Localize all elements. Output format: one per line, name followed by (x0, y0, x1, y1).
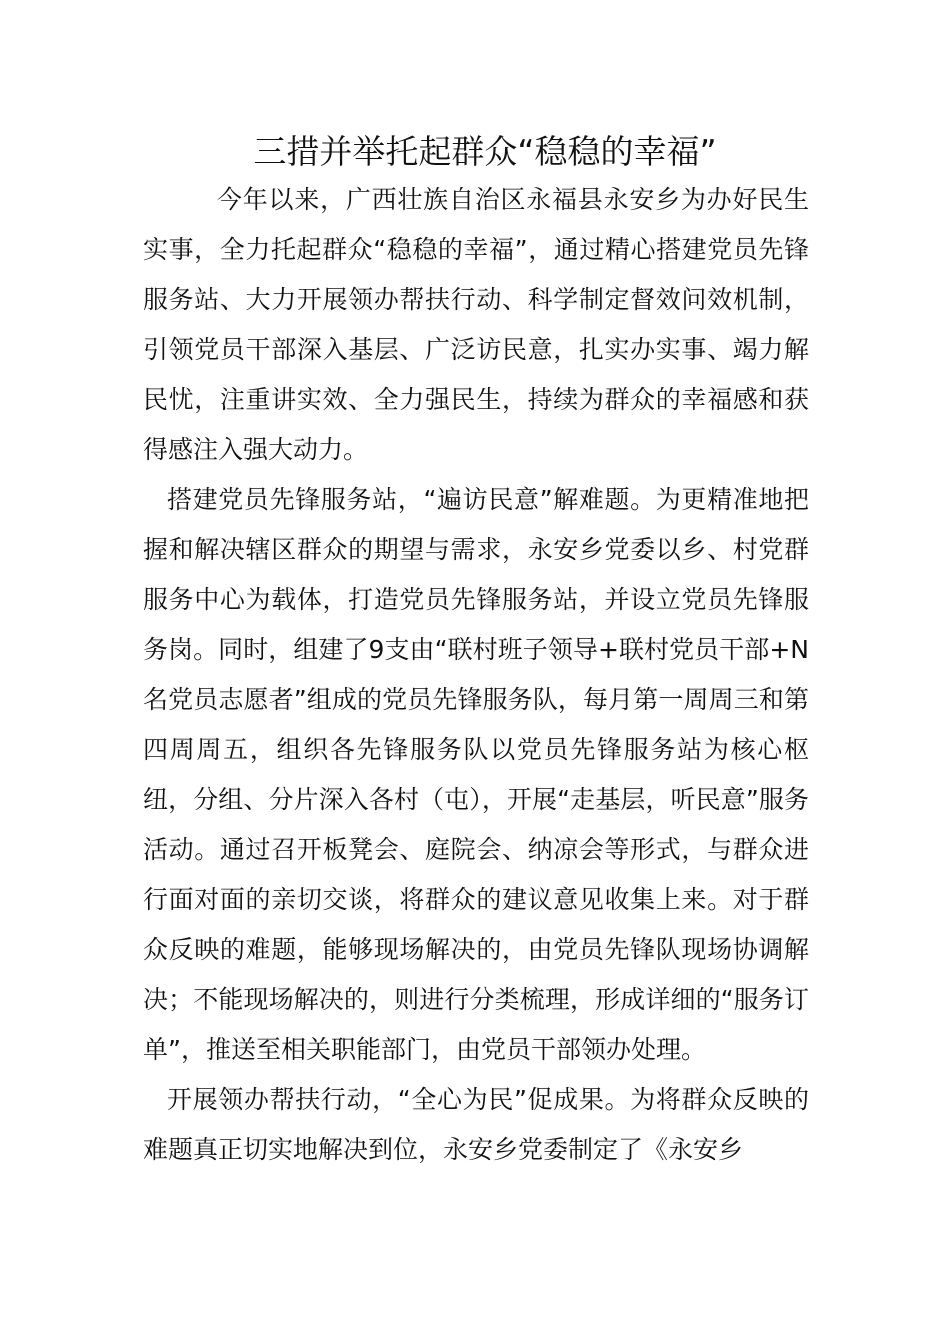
paragraph-service-station: 搭建党员先锋服务站，“遍访民意”解难题。为更精准地把握和解决辖区群众的期望与需求，永安乡党委以乡、村党群服务中心为载体，打造党员先锋服务站，并设立党员先锋服务岗。同时，组建了9支由“联村班子领导+联村党员干部+N名党员志愿者”组成的党员先锋服务队，每月第一周周三和第四周周五，组织各先锋服务队以党员先锋服务站为核心枢纽，分组、分片深入各村（屯），开展“走基层，听民意”服务活动。通过召开板凳会、庭院会、纳凉会等形式，与群众进行面对面的亲切交谈，将群众的建议意见收集上来。对于群众反映的难题，能够现场解决的，由党员先锋队现场协调解决；不能现场解决的，则进行分类梳理，形成详细的“服务订单”，推送至相关职能部门，由党员干部领办处理。 (143, 485, 809, 1064)
paragraph-intro: 今年以来，广西壮族自治区永福县永安乡为办好民生实事，全力托起群众“稳稳的幸福”，通过精心搭建党员先锋服务站、大力开展领办帮扶行动、科学制定督效问效机制，引领党员干部深入基层、广泛访民意，扎实办实事、竭力解民忧，注重讲实效、全力强民生，持续为群众的幸福感和获得感注入强大动力。 (143, 185, 809, 464)
document-title: 三措并举托起群众“稳稳的幸福” (253, 132, 717, 171)
paragraph-assistance-action: 开展领办帮扶行动，“全心为民”促成果。为将群众反映的难题真正切实地解决到位，永安乡党委制定了《永安乡 (143, 1085, 809, 1164)
document-body (143, 175, 809, 1175)
